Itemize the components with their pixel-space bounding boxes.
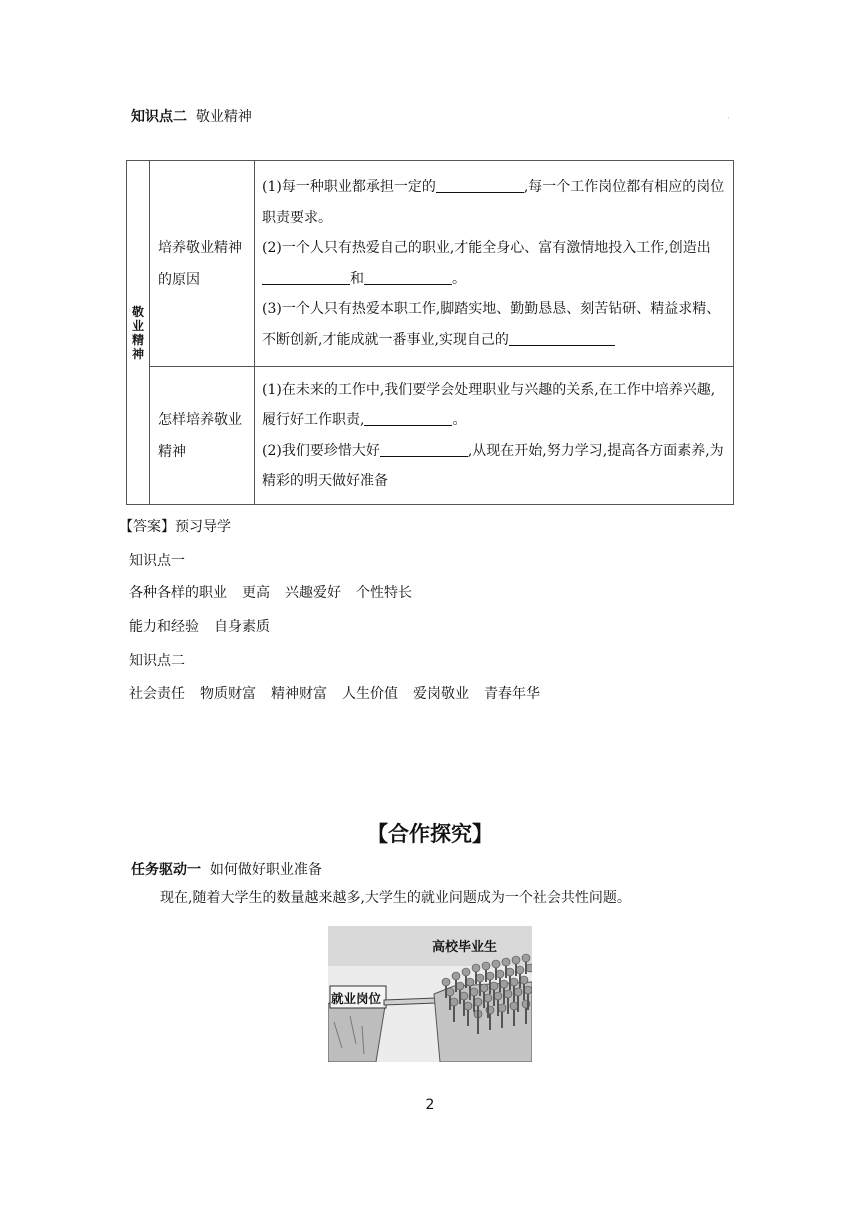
answer-item: 爱岗敬业 bbox=[413, 686, 469, 702]
item-text: (3)一个人只有热爱本职工作,脚踏实地、勤勤恳恳、刻苦钻研、精益求精、不断创新,才能成就一番事业,实现自己的 bbox=[262, 301, 721, 348]
answer-item: 青春年华 bbox=[484, 686, 540, 702]
item-text: (1)在未来的工作中,我们要学会处理职业与兴趣的关系,在工作中培养兴趣,履行好工作职责, bbox=[262, 381, 716, 428]
table-row bbox=[127, 367, 734, 505]
kp2-heading-label: 知识点二 bbox=[131, 109, 187, 125]
answer-header: 【答案】预习导学 bbox=[119, 519, 231, 535]
task-heading bbox=[131, 859, 322, 879]
item-text: (2)我们要珍惜大好 bbox=[262, 442, 380, 459]
fill-blank[interactable] bbox=[262, 266, 350, 285]
answer-item: 个性特长 bbox=[356, 585, 412, 601]
answer-item: 精神财富 bbox=[271, 686, 327, 702]
side-label: 敬业精神 bbox=[132, 304, 145, 361]
knowledge-table bbox=[126, 160, 734, 505]
section-title: 【合作探究】 bbox=[367, 822, 493, 846]
category-label: 培养敬业精神的原因 bbox=[158, 239, 242, 288]
fill-blank[interactable] bbox=[364, 266, 452, 285]
answer-item: 自身素质 bbox=[214, 619, 270, 635]
item-text: ,每一个工作岗位都有相应的岗位职责要求。 bbox=[262, 179, 725, 226]
answer-kp1-line2 bbox=[129, 616, 285, 636]
content-item bbox=[262, 375, 727, 436]
fill-blank[interactable] bbox=[380, 438, 468, 457]
item-text: (2)一个人只有热爱自己的职业,才能全身心、富有激情地投入工作,创造出 bbox=[262, 240, 711, 256]
answer-kp1-label: 知识点一 bbox=[129, 553, 185, 569]
content-cell bbox=[255, 367, 734, 505]
answer-item: 人生价值 bbox=[342, 686, 398, 702]
item-text: ,从现在开始,努力学习,提高各方面素养,为精彩的明天做好准备 bbox=[262, 442, 724, 489]
task-paragraph: 现在,随着大学生的数量越来越多,大学生的就业问题成为一个社会共性问题。 bbox=[160, 890, 631, 906]
label-jobs: 就业岗位 bbox=[331, 991, 382, 1006]
answer-item: 各种各样的职业 bbox=[129, 585, 227, 601]
cartoon-illustration bbox=[328, 926, 532, 1062]
answer-item: 社会责任 bbox=[129, 686, 185, 702]
answer-item: 物质财富 bbox=[200, 686, 256, 702]
category-cell bbox=[150, 367, 255, 505]
kp2-heading-title: 敬业精神 bbox=[195, 109, 252, 125]
page-number: 2 bbox=[425, 1097, 435, 1113]
task-title: 如何做好职业准备 bbox=[209, 862, 322, 878]
label-graduates: 高校毕业生 bbox=[432, 940, 498, 955]
item-text: 和 bbox=[350, 270, 364, 287]
item-text: 。 bbox=[452, 412, 467, 428]
kp2-heading bbox=[131, 106, 252, 126]
content-item bbox=[262, 294, 727, 355]
answer-item: 更高 bbox=[242, 585, 270, 601]
item-text: 。 bbox=[452, 270, 466, 287]
fill-blank[interactable] bbox=[509, 327, 615, 346]
answer-item: 能力和经验 bbox=[129, 619, 199, 635]
content-item bbox=[262, 172, 727, 233]
task-label: 任务驱动一 bbox=[131, 862, 201, 878]
answer-kp2-line bbox=[129, 683, 555, 703]
content-item bbox=[262, 233, 727, 294]
fill-blank[interactable] bbox=[364, 407, 452, 426]
content-cell bbox=[255, 161, 734, 367]
answer-kp2-label: 知识点二 bbox=[129, 653, 185, 669]
answer-kp1-line1 bbox=[129, 582, 427, 602]
corner-dot: · bbox=[727, 114, 730, 123]
answer-item: 兴趣爱好 bbox=[285, 585, 341, 601]
side-label-cell bbox=[127, 161, 150, 505]
content-item bbox=[262, 436, 727, 497]
cartoon-drawing bbox=[328, 926, 532, 1062]
item-text: (1)每一种职业都承担一定的 bbox=[262, 179, 436, 195]
category-cell bbox=[150, 161, 255, 367]
fill-blank[interactable] bbox=[436, 174, 524, 193]
table-row bbox=[127, 161, 734, 367]
category-label: 怎样培养敬业精神 bbox=[158, 411, 242, 460]
